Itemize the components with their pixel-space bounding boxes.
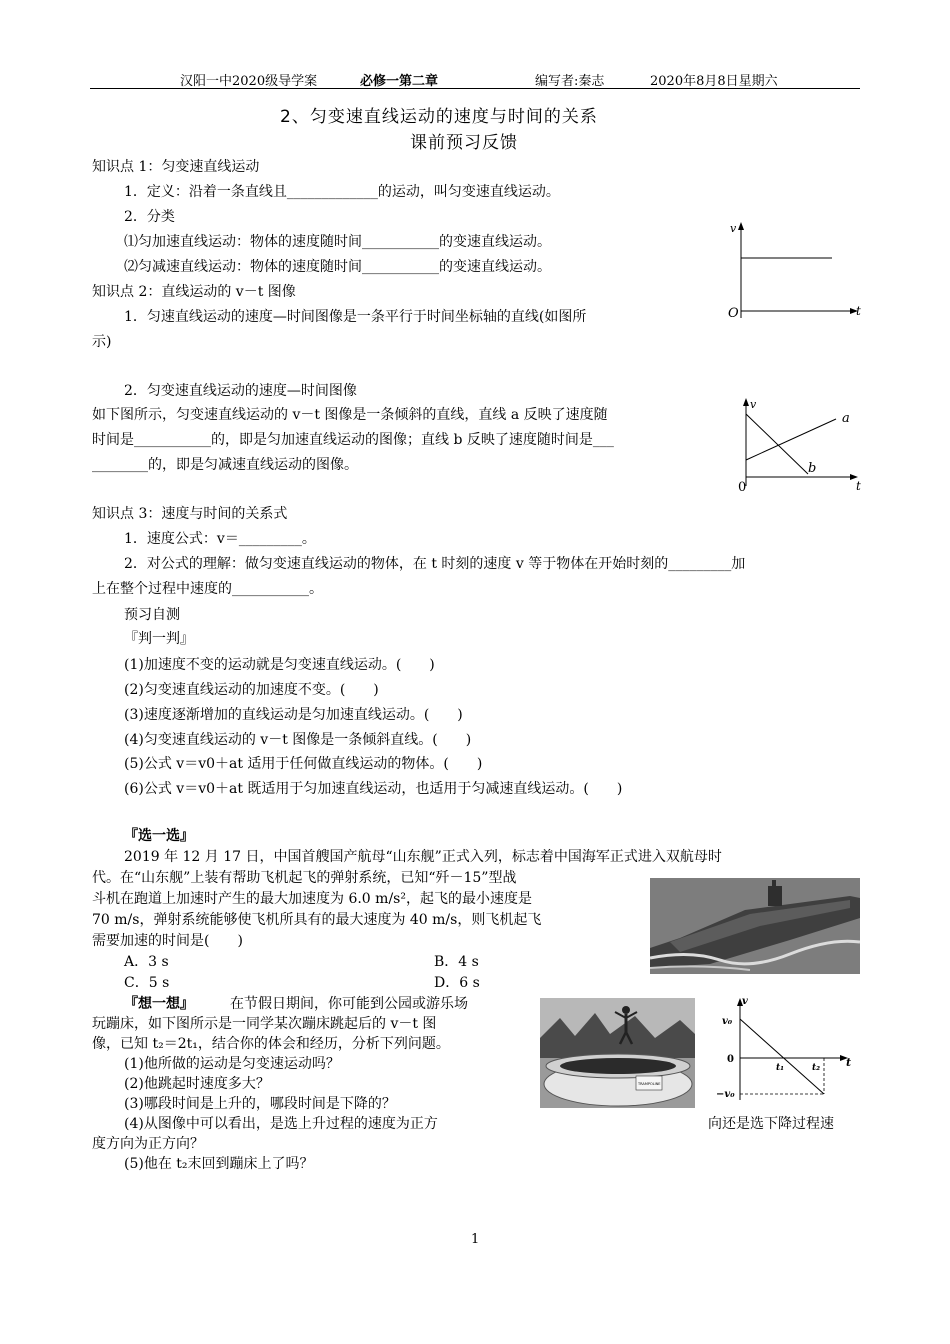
kp2-p1-line2: 示) (92, 334, 112, 350)
judge-title: 『判一判』 (124, 631, 194, 647)
graph2-t-label: t (856, 479, 861, 493)
carrier-mast (772, 880, 776, 888)
graph2-b-label: b (808, 461, 817, 476)
graph2-line-a (746, 419, 836, 460)
trampoline-mat (560, 1058, 676, 1074)
choose-line-4: 70 m/s，弹射系统能够使飞机所具有的最大速度为 40 m/s，则飞机起飞 (92, 912, 542, 928)
kp3-heading: 知识点 3：速度与时间的关系式 (92, 506, 288, 522)
trampoline-photo (540, 998, 695, 1108)
judge-item-5: (5)公式 v＝v0＋at 适用于任何做直线运动的物体。( ) (124, 756, 483, 772)
judge-item-6: (6)公式 v＝v0＋at 既适用于匀加速直线运动，也适用于匀减速直线运动。( ) (124, 781, 623, 797)
option-a: A．3 s (124, 954, 169, 970)
kp1-heading: 知识点 1：匀变速直线运动 (92, 159, 260, 175)
header-rule (90, 88, 860, 89)
header-author: 编写者:秦志 (535, 74, 605, 89)
kp2-p2-line3: ________的，即是匀减速直线运动的图像。 (92, 457, 358, 473)
kp3-understanding-line2: 上在整个过程中速度的___________。 (92, 581, 323, 597)
graph3-velocity-line (740, 1019, 824, 1094)
self-test-heading: 预习自测 (124, 607, 180, 623)
kp1-definition: 1．定义：沿着一条直线且_____________的运动，叫匀变速直线运动。 (124, 184, 560, 200)
graph3-origin-label: 0 (727, 1054, 734, 1065)
think-question-5: (5)他在 t₂末回到蹦床上了吗？ (124, 1156, 314, 1172)
header-date: 2020年8月8日星期六 (650, 74, 778, 89)
variable-motion-vt-graph (732, 392, 872, 497)
choose-title: 『选一选』 (124, 828, 194, 844)
judge-item-4: (4)匀变速直线运动的 v－t 图像是一条倾斜直线。( ) (124, 732, 472, 748)
graph3-t2-label: t₂ (812, 1063, 821, 1073)
header-chapter: 必修一第二章 (360, 74, 439, 89)
kp2-heading: 知识点 2：直线运动的 v－t 图像 (92, 284, 296, 300)
kp1-class-1: ⑴匀加速直线运动：物体的速度随时间___________的变速直线运动。 (124, 234, 551, 250)
think-question-4-part1: (4)从图像中可以看出，是选上升过程的速度为正方 (124, 1116, 438, 1132)
option-d: D．6 s (434, 975, 480, 991)
jumper-head (622, 1006, 630, 1014)
graph3-v-label: v (742, 996, 748, 1007)
choose-line-3: 斗机在跑道上加速时产生的最大加速度为 6.0 m/s²，起飞的最小速度是 (92, 891, 532, 907)
choose-line-2: 代。在“山东舰”上装有帮助飞机起飞的弹射系统，已知“歼－15”型战 (92, 870, 517, 886)
option-b: B．4 s (434, 954, 479, 970)
graph3-neg-v0-label: −v₀ (716, 1089, 735, 1100)
carrier-island (768, 886, 782, 906)
aircraft-carrier-photo (650, 878, 860, 974)
kp3-understanding-line1: 2．对公式的理解：做匀变速直线运动的物体，在 t 时刻的速度 v 等于物体在开始时刻的_________加 (124, 556, 746, 572)
judge-item-1: (1)加速度不变的运动就是匀变速直线运动。( ) (124, 657, 435, 673)
page-title: 2、匀变速直线运动的速度与时间的关系 (280, 107, 598, 127)
think-question-2: (2)他跳起时速度多大？ (124, 1076, 270, 1092)
trampoline-sign-text: TRAMPOLINE (638, 1082, 661, 1086)
header-school: 汉阳一中2020级导学案 (180, 74, 318, 89)
graph1-t-label: t (856, 304, 861, 318)
judge-item-2: (2)匀变速直线运动的加速度不变。( ) (124, 682, 379, 698)
think-line-2: 玩蹦床，如下图所示是一同学某次蹦床跳起后的 v－t 图 (92, 1016, 437, 1032)
graph3-t1-label: t₁ (776, 1063, 785, 1073)
choose-line-5: 需要加速的时间是( ) (92, 933, 243, 949)
graph3-v0-label: v₀ (722, 1016, 733, 1027)
kp1-classification: 2．分类 (124, 209, 175, 225)
graph1-v-arrow (738, 222, 744, 230)
page-subtitle: 课前预习反馈 (410, 133, 518, 153)
kp2-p2-line2: 时间是___________的，即是匀加速直线运动的图像；直线 b 反映了速度随时间是___ (92, 432, 614, 448)
kp2-p2-line1: 如下图所示，匀变速直线运动的 v－t 图像是一条倾斜的直线，直线 a 反映了速度随 (92, 407, 608, 423)
kp2-p2-heading: 2．匀变速直线运动的速度—时间图像 (124, 383, 357, 399)
graph2-origin-label: 0 (738, 480, 747, 495)
trampoline-illustration (540, 998, 695, 1108)
graph1-v-label: v (730, 222, 737, 235)
graph2-line-b (746, 414, 808, 474)
graph3-t-label: t (846, 1056, 852, 1069)
judge-item-3: (3)速度逐渐增加的直线运动是匀加速直线运动。( ) (124, 707, 463, 723)
kp2-p1-line1: 1．匀速直线运动的速度—时间图像是一条平行于时间坐标轴的直线(如图所 (124, 309, 587, 325)
kp3-formula: 1．速度公式：v＝_________。 (124, 531, 316, 547)
think-line-3: 像，已知 t₂＝2t₁，结合你的体会和经历，分析下列问题。 (92, 1036, 450, 1052)
carrier-illustration (650, 878, 860, 974)
think-line-1: 在节假日期间，你可能到公园或游乐场 (230, 996, 468, 1012)
trampoline-vt-graph (712, 992, 860, 1110)
kp1-class-2: ⑵匀减速直线运动：物体的速度随时间___________的变速直线运动。 (124, 259, 551, 275)
think-question-4-part3: 度方向为正方向？ (92, 1136, 204, 1152)
think-title: 『想一想』 (124, 996, 194, 1012)
graph2-a-label: a (842, 411, 850, 426)
graph1-origin-label: O (728, 306, 739, 321)
uniform-motion-vt-graph (720, 218, 870, 328)
think-question-3: (3)哪段时间是上升的，哪段时间是下降的？ (124, 1096, 396, 1112)
choose-line-1: 2019 年 12 月 17 日，中国首艘国产航母“山东舰”正式入列，标志着中国海军正式进入双航母时 (124, 849, 722, 865)
think-question-1: (1)他所做的运动是匀变速运动吗？ (124, 1056, 340, 1072)
option-c: C．5 s (124, 975, 170, 991)
page-number: 1 (471, 1232, 480, 1247)
graph2-v-arrow (743, 398, 749, 406)
graph2-v-label: v (750, 398, 757, 411)
think-question-4-part2: 向还是选下降过程速 (708, 1116, 834, 1132)
